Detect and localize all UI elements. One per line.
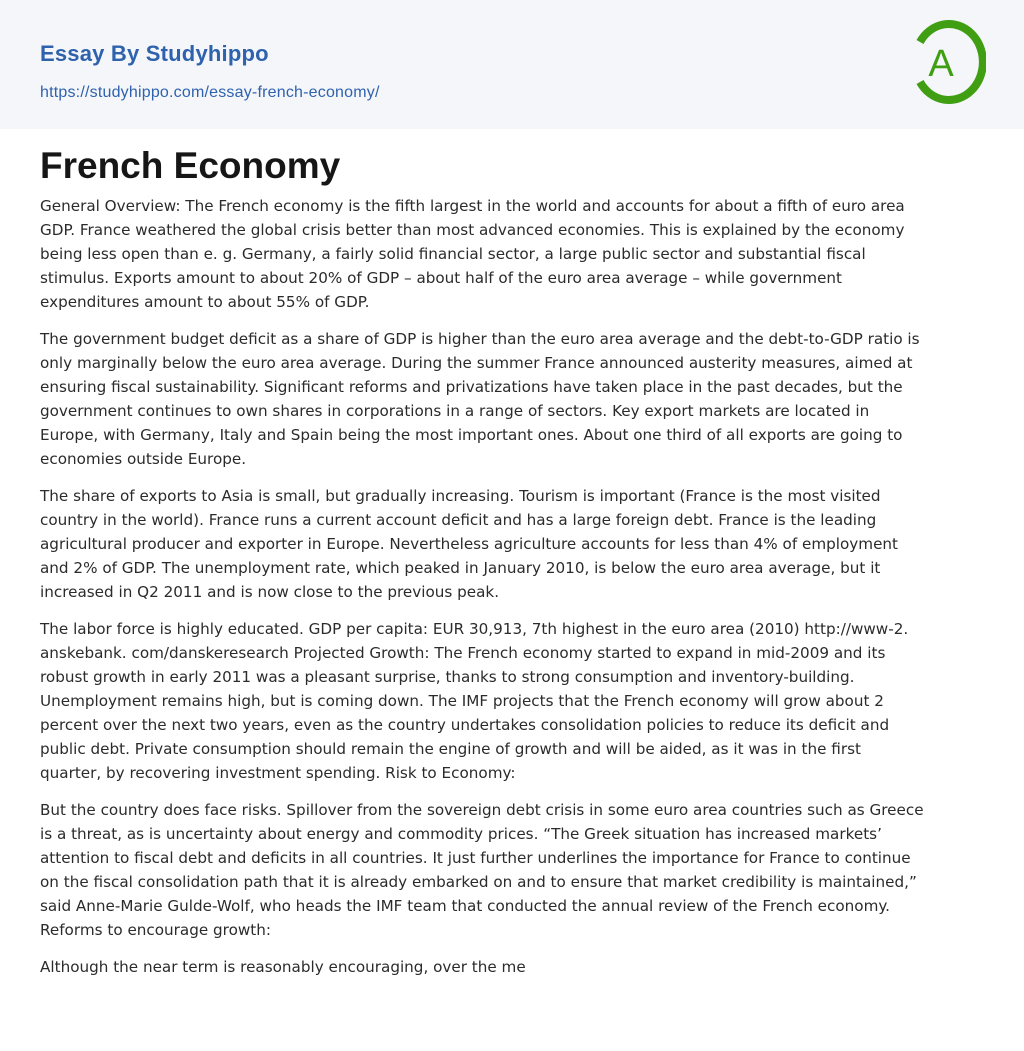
page-header [0,0,1024,129]
paragraph-line: ensuring fiscal sustainability. Significant reforms and privatizations have taken place in the past decades, but the [40,378,903,396]
paragraph-line: public debt. Private consumption should remain the engine of growth and will be aided, as it was in the first [40,740,861,758]
essay-title: French Economy [40,145,341,186]
paragraph-line: quarter, by recovering investment spending. Risk to Economy: [40,764,516,782]
svg-text:A: A [928,43,954,85]
essay-body [40,194,990,992]
essay-paragraph [40,955,990,979]
paragraph-line: agricultural producer and exporter in Europe. Nevertheless agriculture accounts for less than 4% of employment [40,535,898,553]
site-name: Essay By Studyhippo [40,41,269,66]
paragraph-line: attention to fiscal debt and deficits in all countries. It just further underlines the importance for France to continue [40,849,911,867]
paragraph-line: anskebank. com/danskeresearch Projected Growth: The French economy started to expand in mid-2009 and its [40,644,886,662]
essay-paragraph [40,327,990,471]
paragraph-line: on the fiscal consolidation path that it is already embarked on and to ensure that market credibility is maintained,” [40,873,917,891]
paragraph-line: is a threat, as is uncertainty about energy and commodity prices. “The Greek situation has increased markets’ [40,825,882,843]
paragraph-line: General Overview: The French economy is the fifth largest in the world and accounts for about a fifth of euro area [40,197,905,215]
paragraph-line: Although the near term is reasonably encouraging, over the me [40,958,526,976]
paragraph-line: The share of exports to Asia is small, but gradually increasing. Tourism is important (France is the most visited [40,487,881,505]
paragraph-line: Unemployment remains high, but is coming down. The IMF projects that the French economy will grow about 2 [40,692,884,710]
paragraph-line: The government budget deficit as a share of GDP is higher than the euro area average and the debt-to-GDP ratio is [40,330,920,348]
essay-url-link[interactable]: https://studyhippo.com/essay-french-economy/ [40,84,380,101]
essay-paragraph [40,798,990,942]
paragraph-line: said Anne-Marie Gulde-Wolf, who heads the IMF team that conducted the annual review of the French economy. [40,897,891,915]
paragraph-line: GDP. France weathered the global crisis better than most advanced economies. This is explained by the economy [40,221,905,239]
studyhippo-logo-icon[interactable] [912,19,986,105]
paragraph-line: The labor force is highly educated. GDP per capita: EUR 30,913, 7th highest in the euro area (2010) http://www-2. [40,620,909,638]
paragraph-line: country in the world). France runs a current account deficit and has a large foreign debt. France is the leading [40,511,877,529]
essay-paragraph [40,484,990,604]
paragraph-line: expenditures amount to about 55% of GDP. [40,293,370,311]
paragraph-line: and 2% of GDP. The unemployment rate, which peaked in January 2010, is below the euro area average, but it [40,559,881,577]
paragraph-line: Reforms to encourage growth: [40,921,272,939]
essay-paragraph [40,194,990,314]
paragraph-line: But the country does face risks. Spillover from the sovereign debt crisis in some euro area countries such as Greece [40,801,924,819]
paragraph-line: government continues to own shares in corporations in a range of sectors. Key export markets are located in [40,402,870,420]
essay-paragraph [40,617,990,785]
paragraph-line: stimulus. Exports amount to about 20% of GDP – about half of the euro area average – while government [40,269,843,287]
paragraph-line: percent over the next two years, even as the country undertakes consolidation policies to reduce its deficit and [40,716,890,734]
paragraph-line: robust growth in early 2011 was a pleasant surprise, thanks to strong consumption and inventory-building. [40,668,855,686]
paragraph-line: Europe, with Germany, Italy and Spain being the most important ones. About one third of all exports are going to [40,426,903,444]
paragraph-line: increased in Q2 2011 and is now close to the previous peak. [40,583,500,601]
paragraph-line: only marginally below the euro area average. During the summer France announced austerity measures, aimed at [40,354,913,372]
paragraph-line: economies outside Europe. [40,450,247,468]
paragraph-line: being less open than e. g. Germany, a fairly solid financial sector, a large public sector and substantial fiscal [40,245,866,263]
